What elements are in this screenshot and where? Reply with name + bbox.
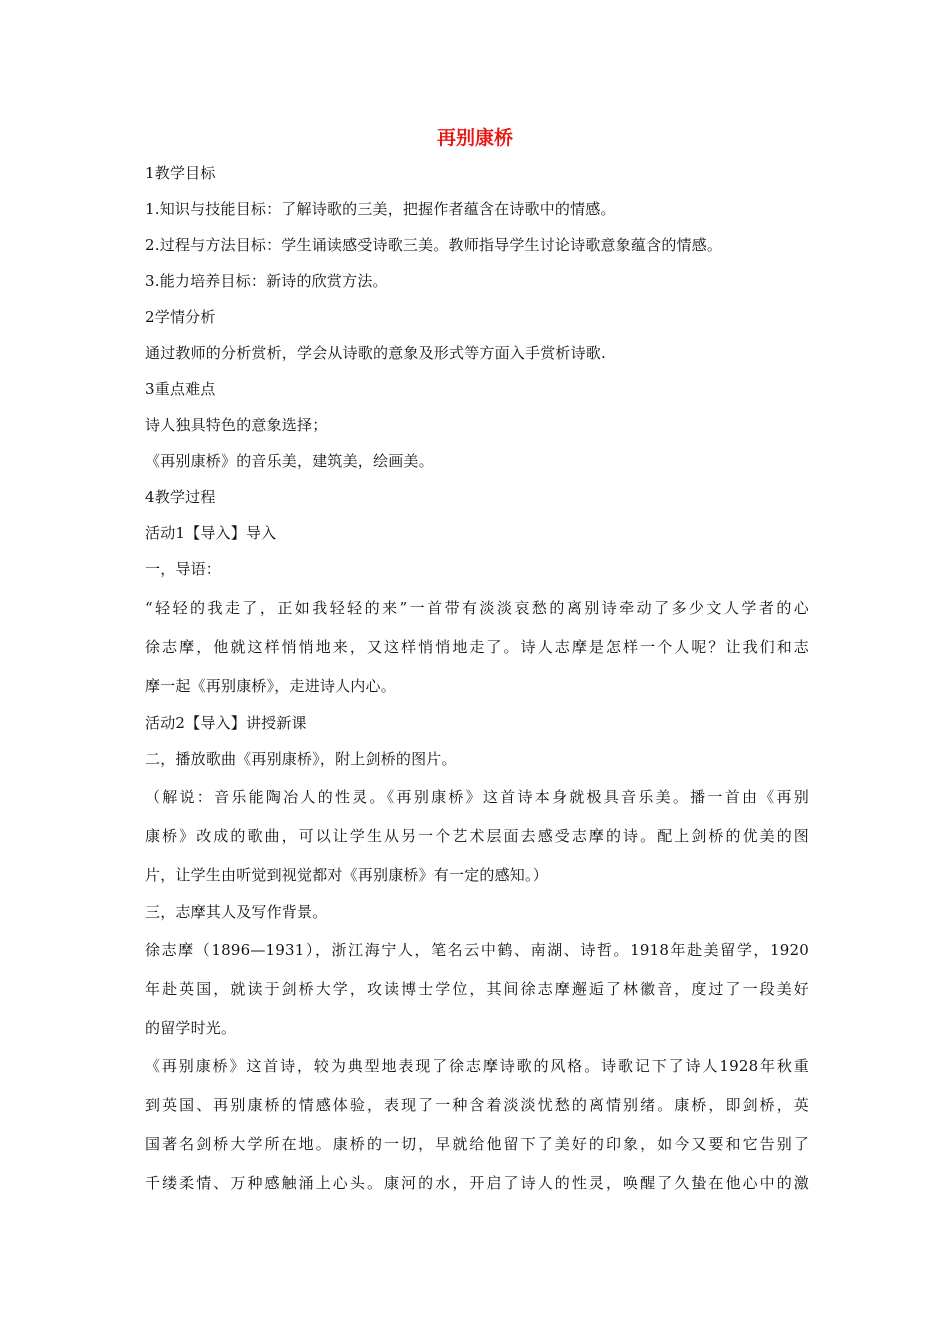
paragraph-line: 到英国、再别康桥的情感体验，表现了一种含着淡淡忧愁的离情别绪。康桥，即剑桥，英 (145, 1096, 809, 1114)
paragraph-line: 通过教师的分析赏析，学会从诗歌的意象及形式等方面入手赏析诗歌. (145, 344, 606, 362)
paragraph-line: 三，志摩其人及写作背景。 (145, 903, 328, 921)
paragraph-line: “轻轻的我走了，正如我轻轻的来”一首带有淡淡哀愁的离别诗牵动了多少文人学者的心 (145, 599, 809, 617)
paragraph-line: 摩一起《再别康桥》，走进诗人内心。 (145, 677, 396, 695)
paragraph-line: 《再别康桥》这首诗，较为典型地表现了徐志摩诗歌的风格。诗歌记下了诗人1928年秋重 (145, 1057, 809, 1075)
paragraph-line: 2.过程与方法目标：学生诵读感受诗歌三美。教师指导学生讨论诗歌意象蕴含的情感。 (145, 236, 723, 254)
paragraph-line: 年赴英国，就读于剑桥大学，攻读博士学位，其间徐志摩邂逅了林徽音，度过了一段美好 (145, 980, 809, 998)
heading-teaching-process: 4教学过程 (145, 488, 216, 506)
paragraph-line: 诗人独具特色的意象选择； (145, 416, 328, 434)
paragraph-line: 1.知识与技能目标：了解诗歌的三美，把握作者蕴含在诗歌中的情感。 (145, 200, 616, 218)
document-title: 再别康桥 (436, 127, 513, 149)
paragraph-line: 片，让学生由听觉到视觉都对《再别康桥》有一定的感知。） (145, 866, 548, 884)
paragraph-line: 千缕柔情、万种感触涌上心头。康河的水，开启了诗人的性灵，唤醒了久蛰在他心中的激 (145, 1174, 809, 1192)
paragraph-line: 一，导语： (145, 560, 222, 578)
paragraph-line: 康桥》改成的歌曲，可以让学生从另一个艺术层面去感受志摩的诗。配上剑桥的优美的图 (145, 827, 809, 845)
paragraph-line: 的留学时光。 (145, 1019, 237, 1037)
activity-heading: 活动2【导入】讲授新课 (145, 714, 307, 732)
paragraph-line: （解说：音乐能陶冶人的性灵。《再别康桥》这首诗本身就极具音乐美。播一首由《再别 (145, 788, 809, 806)
heading-student-analysis: 2学情分析 (145, 308, 216, 326)
heading-teaching-goals: 1教学目标 (145, 164, 216, 182)
paragraph-line: 二，播放歌曲《再别康桥》，附上剑桥的图片。 (145, 750, 457, 768)
paragraph-line: 《再别康桥》的音乐美，建筑美，绘画美。 (145, 452, 434, 470)
paragraph-line: 徐志摩（1896—1931），浙江海宁人，笔名云中鹤、南湖、诗哲。1918年赴美留学，1920 (145, 941, 809, 959)
paragraph-line: 徐志摩，他就这样悄悄地来，又这样悄悄地走了。诗人志摩是怎样一个人呢？让我们和志 (145, 638, 809, 656)
activity-heading: 活动1【导入】导入 (145, 524, 277, 542)
paragraph-line: 3.能力培养目标：新诗的欣赏方法。 (145, 272, 388, 290)
heading-key-points: 3重点难点 (145, 380, 216, 398)
paragraph-line: 国著名剑桥大学所在地。康桥的一切，早就给他留下了美好的印象，如今又要和它告别了 (145, 1135, 809, 1153)
